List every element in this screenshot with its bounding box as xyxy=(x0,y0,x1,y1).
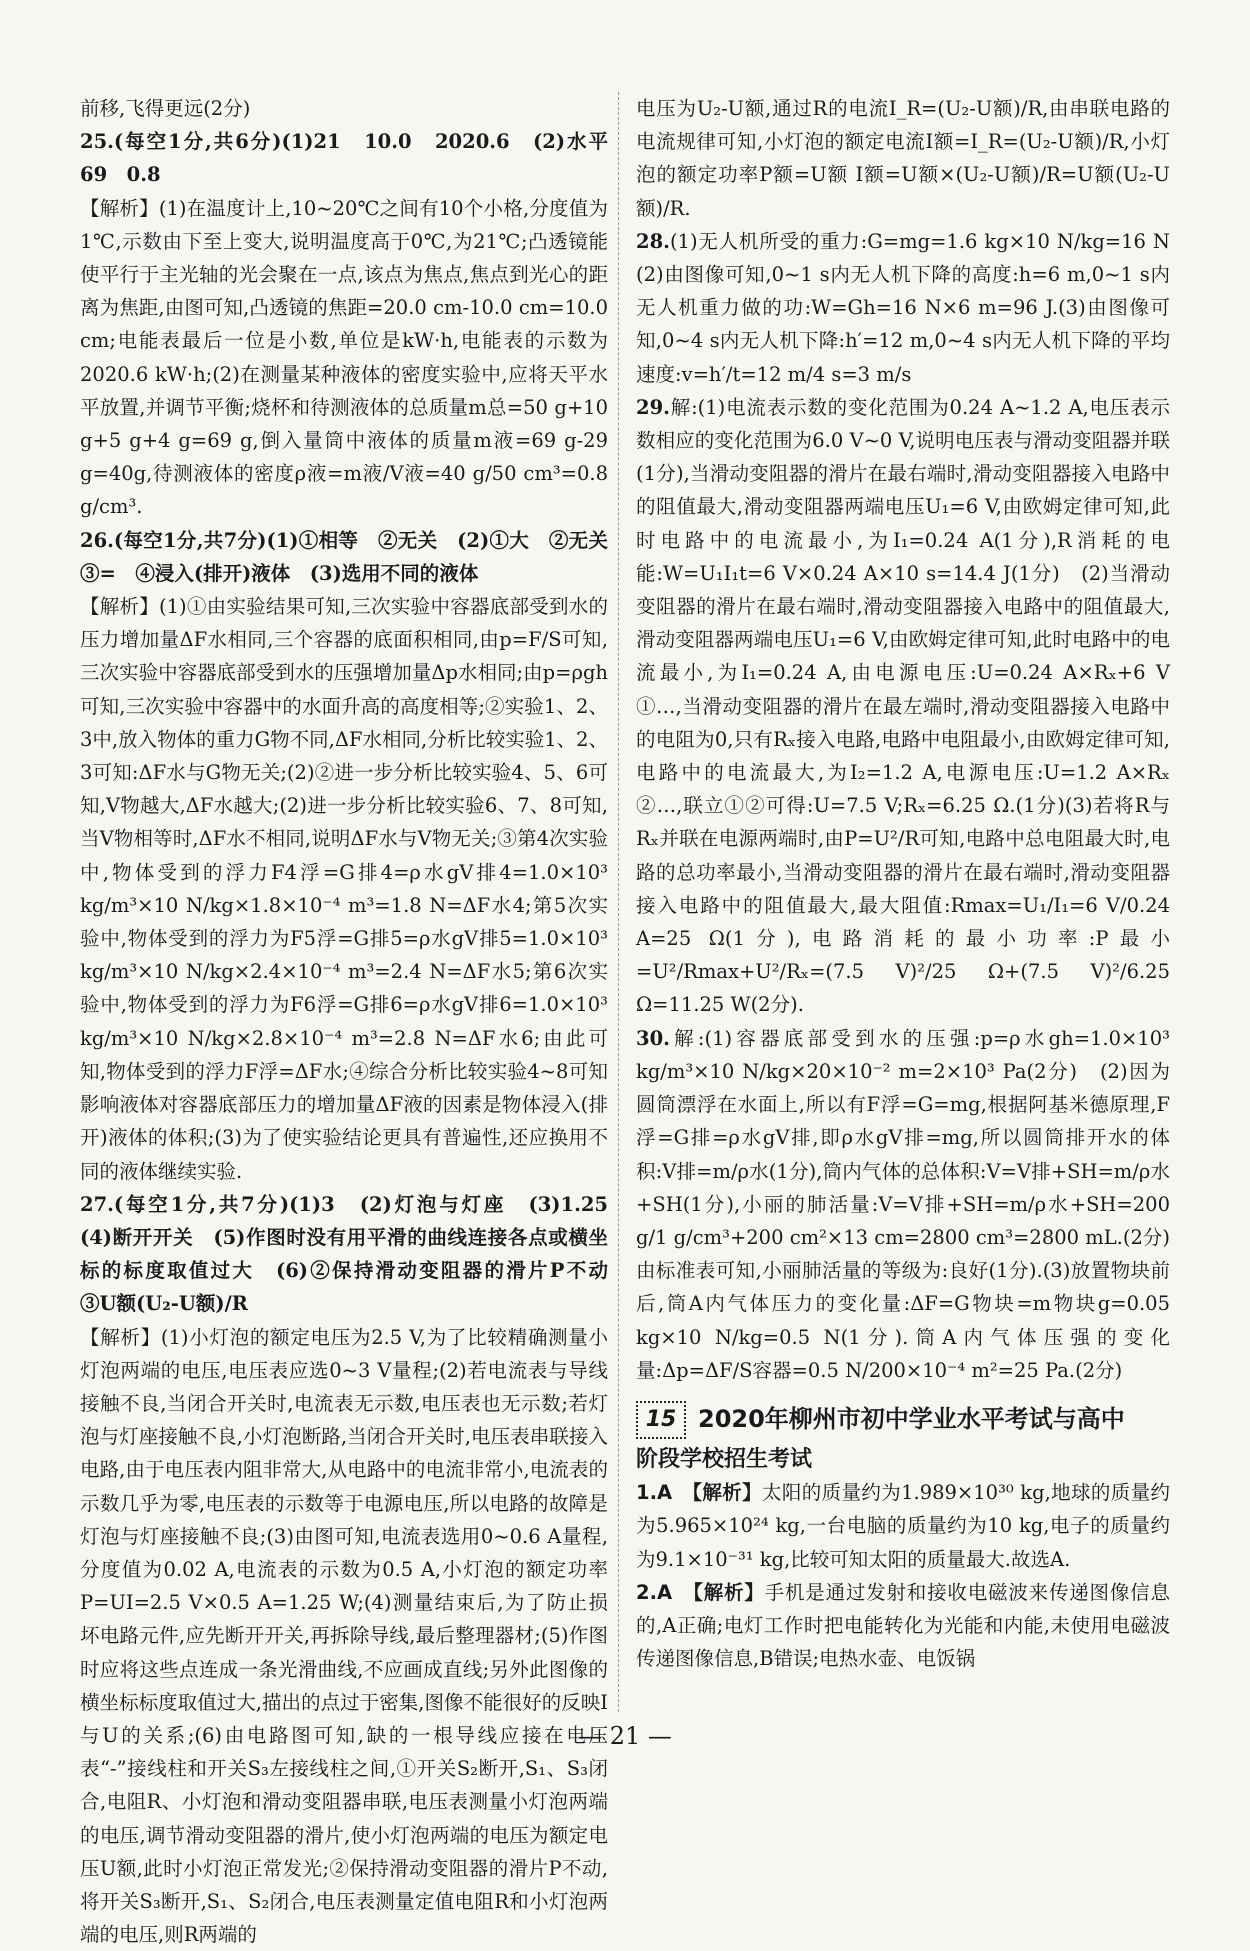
analysis-26: 【解析】(1)①由实验结果可知,三次实验中容器底部受到水的压力增加量ΔF水相同,三个容器的底面积相同,由p=F/S可知,三次实验中容器底部受到水的压强增加量Δp水相同;由p=ρgh可知,三次实验中容器中的水面升高的高度相等;②实验1、2、3中,放入物体的重力G物不同,ΔF水相同,分析比较实验1、2、3可知:ΔF水与G物无关;(2)②进一步分析比较实验4、5、6可知,V物越大,ΔF水越大;(2)进一步分析比较实验6、7、8可知,当V物相等时,ΔF水不相同,说明ΔF水与V物无关;③第4次实验中,物体受到的浮力F4浮=G排4=ρ水gV排4=1.0×10³ kg/m³×10 N/kg×1.8×10⁻⁴ m³=1.8 N=ΔF水4;第5次实验中,物体受到的浮力为F5浮=G排5=ρ水gV排5=1.0×10³ kg/m³×10 N/kg×2.4×10⁻⁴ m³=2.4 N=ΔF水5;第6次实验中,物体受到的浮力为F6浮=G排6=ρ水gV排6=1.0×10³ kg/m³×10 N/kg×2.8×10⁻⁴ m³=2.8 N=ΔF水6;由此可知,物体受到的浮力F浮=ΔF水;④综合分析比较实验4~8可知影响液体对容器底部压力的增加量ΔF液的因素是物体浸入(排开)液体的体积;(3)为了使实验结论更具有普遍性,还应换用不同的液体继续实验. xyxy=(80,595,609,1183)
section-item-2 xyxy=(636,1576,1170,1676)
answer-30-text: 解:(1)容器底部受到水的压强:p=ρ水gh=1.0×10³ kg/m³×10 N/kg×20×10⁻² m=2×10³ Pa(2分) (2)因为圆筒漂浮在水面上,所以有F浮=G=mg,根据阿基米德原理,F浮=G排=ρ水gV排,即ρ水gV排=mg,所以圆筒排开水的体积:V排=m/ρ水(1分),筒内气体的总体积:V=V排+SH=m/ρ水+SH(1分),小丽的肺活量:V=V排+SH=m/ρ水+SH=200 g/1 g/cm³+200 cm²×13 cm=2800 cm³=2800 mL.(2分) 由标准表可知,小丽肺活量的等级为:良好(1分).(3)放置物块前后,筒A内气体压力的变化量:ΔF=G物块=m物块g=0.05 kg×10 N/kg=0.5 N(1分).筒A内气体压强的变化量:Δp=ΔF/S容器=0.5 N/200×10⁻⁴ m²=25 Pa.(2分) xyxy=(636,1026,1190,1382)
section-item-1 xyxy=(636,1476,1170,1576)
section-number-badge: 15 xyxy=(636,1401,686,1439)
analysis-25: 【解析】(1)在温度计上,10~20℃之间有10个小格,分度值为1℃,示数由下至上变大,说明温度高于0℃,为21℃;凸透镜能使平行于主光轴的光会聚在一点,该点为焦点,焦点到光心的距离为焦距,由图可知,凸透镜的焦距=20.0 cm-10.0 cm=10.0 cm;电能表最后一位是小数,单位是kW·h,电能表的示数为2020.6 kW·h;(2)在测量某种液体的密度实验中,应将天平水平放置,并调节平衡;烧杯和待测液体的总质量m总=50 g+10 g+5 g+4 g=69 g,倒入量筒中液体的质量m液=69 g-29 g=40g,待测液体的密度ρ液=m液/V液=40 g/50 cm³=0.8 g/cm³. xyxy=(80,196,608,519)
answer-30 xyxy=(636,1022,1190,1387)
paragraph-0: 前移,飞得更远(2分) xyxy=(80,97,251,120)
section-item-1-text: 太阳的质量约为1.989×10³⁰ kg,地球的质量约为5.965×10²⁴ kg,一台电脑的质量约为10 kg,电子的质量约为9.1×10⁻³¹ kg,比较可知太阳的质量最大.故选A. xyxy=(636,1481,1170,1571)
answer-26: 26.(每空1分,共7分)(1)①相等 ②无关 (2)①大 ②无关 ③= ④浸入(排开)液体 (3)选用不同的液体 xyxy=(80,528,628,585)
analysis-27: 【解析】(1)小灯泡的额定电压为2.5 V,为了比较精确测量小灯泡两端的电压,电压表应选0~3 V量程;(2)若电流表与导线接触不良,当闭合开关时,电流表无示数,电压表也无示数;若灯泡与灯座接触不良,小灯泡断路,当闭合开关时,电压表串联接入电路,由于电压表内阻非常大,从电路中的电流非常小,电流表的示数几乎为零,电压表的示数等于电源电压,所以电路的故障是灯泡与灯座接触不良;(3)由图可知,电流表选用0~0.6 A量程,分度值为0.02 A,电流表的示数为0.5 A,小灯泡的额定功率P=UI=2.5 V×0.5 A=1.25 W;(4)测量结束后,为了防止损坏电路元件,应先断开开关,再拆除导线,最后整理器材;(5)作图时应将这些点连成一条光滑曲线,不应画成直线;另外此图像的横坐标标度取值过大,描出的点过于密集,图像不能很好的反映I与U的关系;(6)由电路图可知,缺的一根导线应接在电压表“-”接线柱和开关S₃左接线柱之间,①开关S₂断开,S₁、S₃闭合,电阻R、小灯泡和滑动变阻器串联,电压表测量小灯泡两端的电压,调节滑动变阻器的滑片,使小灯泡两端的电压为额定电压U额,此时小灯泡正常发光;②保持滑动变阻器的滑片P不动,将开关S₃断开,S₁、S₂闭合,电压表测量定值电阻R和小灯泡两端的电压,则R两端的 xyxy=(80,1325,608,1947)
section-title-line2: 阶段学校招生考试 xyxy=(636,1446,813,1472)
answer-28-text: (1)无人机所受的重力:G=mg=1.6 kg×10 N/kg=16 N (2)由图像可知,0~1 s内无人机下降的高度:h=6 m,0~1 s内无人机重力做的功:W=Gh=16 N×6 m=96 J.(3)由图像可知,0~4 s内无人机下降:h′=12 m,0~4 s内无人机下降的平均速度:v=h′/t=12 m/4 s=3 m/s xyxy=(636,229,1190,386)
left-column xyxy=(80,92,628,1951)
answer-29-label: 29. xyxy=(636,395,670,419)
section-header xyxy=(636,1401,1170,1439)
page-number: — 21 — xyxy=(578,1722,672,1750)
answer-27: 27.(每空1分,共7分)(1)3 (2)灯泡与灯座 (3)1.25 (4)断开开关 (5)作图时没有用平滑的曲线连接各点或横坐标的标度取值过大 (6)②保持滑动变阻器的滑片P不动 ③U额(U₂-U额)/R xyxy=(80,1192,628,1316)
section-item-2-label: 2.A 【解析】 xyxy=(636,1580,765,1604)
section-item-1-label: 1.A 【解析】 xyxy=(636,1481,763,1505)
answer-25: 25.(每空1分,共6分)(1)21 10.0 2020.6 (2)水平 69 0.8 xyxy=(80,130,628,187)
analysis-27-continued: 电压为U₂-U额,通过R的电流I_R=(U₂-U额)/R,由串联电路的电流规律可知,小灯泡的额定电流I额=I_R=(U₂-U额)/R,小灯泡的额定功率P额=U额 I额=U额×(U₂-U额)/R=U额(U₂-U额)/R. xyxy=(636,97,1170,220)
column-divider xyxy=(618,92,619,1712)
section-title: 2020年柳州市初中学业水平考试与高中 xyxy=(698,1405,1125,1434)
answer-28-label: 28. xyxy=(636,229,670,253)
section-item-2-text: 手机是通过发射和接收电磁波来传递图像信息的,A正确;电灯工作时把电能转化为光能和内能,未使用电磁波传递图像信息,B错误;电热水壶、电饭锅 xyxy=(636,1580,1170,1671)
answer-30-label: 30. xyxy=(636,1026,670,1050)
answer-29 xyxy=(636,391,1190,1022)
answer-29-text: 解:(1)电流表示数的变化范围为0.24 A~1.2 A,电压表示数相应的变化范围为6.0 V~0 V,说明电压表与滑动变阻器并联(1分),当滑动变阻器的滑片在最右端时,滑动变阻器接入电路中的阻值最大,滑动变阻器两端电压U₁=6 V,由欧姆定律可知,此时电路中的电流最小,为I₁=0.24 A(1分),R消耗的电能:W=U₁I₁t=6 V×0.24 A×10 s=14.4 J(1分) (2)当滑动变阻器的滑片在最右端时,滑动变阻器接入电路中的阻值最大,滑动变阻器两端电压U₁=6 V,由欧姆定律可知,此时电路中的电流最小,为I₁=0.24 A,由电源电压:U=0.24 A×Rₓ+6 V ①…,当滑动变阻器的滑片在最左端时,滑动变阻器接入电路中的电阻为0,只有Rₓ接入电路,电路中电阻最小,由欧姆定律可知,电路中的电流最大,为I₂=1.2 A,电源电压:U=1.2 A×Rₓ ②…,联立①②可得:U=7.5 V;Rₓ=6.25 Ω.(1分)(3)若将R与Rₓ并联在电源两端时,由P=U²/R可知,电路中总电阻最大时,电路的总功率最小,当滑动变阻器的滑片在最右端时,滑动变阻器接入电路中的阻值最大,最大阻值:Rmax=U₁/I₁=6 V/0.24 A=25 Ω(1分),电路消耗的最小功率:P最小=U²/Rmax+U²/Rₓ=(7.5 V)²/25 Ω+(7.5 V)²/6.25 Ω=11.25 W(2分). xyxy=(636,395,1190,1017)
right-column xyxy=(636,92,1190,1675)
answer-28 xyxy=(636,225,1190,391)
